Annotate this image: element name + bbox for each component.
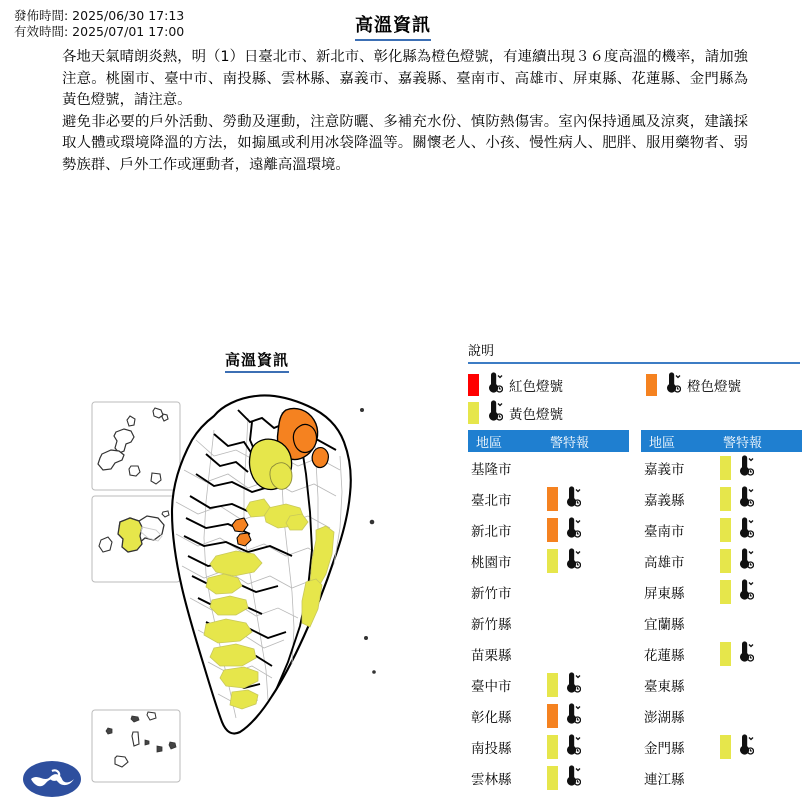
- thermometer-icon: [734, 516, 754, 544]
- thermometer-icon: [561, 516, 581, 544]
- region-name: 宜蘭縣: [644, 616, 685, 633]
- warning-swatch-orange: [547, 704, 558, 728]
- table-header-left: [468, 430, 629, 452]
- table-row: [468, 514, 629, 545]
- thermometer-icon: [561, 764, 581, 792]
- region-name: 澎湖縣: [644, 709, 685, 726]
- warning-swatch-yellow: [720, 518, 731, 542]
- legend-title: 說明: [468, 340, 800, 364]
- region-name: 臺北市: [471, 492, 512, 509]
- warning-table-left: [468, 430, 629, 793]
- legend-swatch-yellow: [468, 402, 479, 424]
- warning-swatch-yellow: [547, 549, 558, 573]
- advisory-paragraph-1: 各地天氣晴朗炎熱，明（1）日臺北市、新北市、彰化縣為橙色燈號，有連續出現３６度高溫的機率，請加強注意。桃園市、臺中市、南投縣、雲林縣、嘉義市、嘉義縣、臺南市、高雄市、屏東縣、花蓮縣、金門縣為黃色燈號，請注意。: [62, 49, 748, 108]
- warning-cell: [720, 547, 798, 575]
- table-header-right: [641, 430, 802, 452]
- region-name: 桃園市: [471, 554, 512, 571]
- thermometer-icon: [734, 733, 754, 761]
- advisory-text: [62, 47, 748, 176]
- thermometer-icon: [734, 640, 754, 668]
- thermometer-icon: [483, 400, 503, 426]
- legend-row-2: [468, 399, 800, 427]
- thermometer-icon: [734, 454, 754, 482]
- warning-swatch-yellow: [720, 642, 731, 666]
- warning-cell: [720, 733, 798, 761]
- warning-cell: [720, 454, 798, 482]
- inset-penghu: [92, 402, 180, 490]
- table-row: [641, 762, 802, 793]
- table-row: [468, 731, 629, 762]
- inset-matsu: [92, 710, 180, 782]
- table-row: [641, 669, 802, 700]
- table-row: [468, 483, 629, 514]
- region-name: 嘉義縣: [644, 492, 685, 509]
- header-warning: 警特報: [723, 435, 763, 451]
- warning-cell: [547, 516, 625, 544]
- region-name: 金門縣: [644, 740, 685, 757]
- region-name: 臺南市: [644, 523, 685, 540]
- thermometer-icon: [734, 578, 754, 606]
- warning-cell: [547, 702, 625, 730]
- kinmen-yellow-area: [118, 518, 142, 552]
- table-row: [468, 545, 629, 576]
- page-title: 高溫資訊: [355, 11, 431, 41]
- warning-cell: [720, 516, 798, 544]
- warning-swatch-yellow: [720, 580, 731, 604]
- thermometer-icon: [561, 671, 581, 699]
- warning-cell: [547, 547, 625, 575]
- warning-cell: [720, 578, 798, 606]
- region-name: 花蓮縣: [644, 647, 685, 664]
- map-title: 高溫資訊: [225, 349, 289, 373]
- thermometer-icon: [483, 372, 503, 398]
- warning-cell: [547, 671, 625, 699]
- table-row: [641, 483, 802, 514]
- region-name: 高雄市: [644, 554, 685, 571]
- region-name: 嘉義市: [644, 461, 685, 478]
- header-region: 地區: [649, 435, 676, 451]
- table-row: [641, 576, 802, 607]
- region-name: 雲林縣: [471, 771, 512, 788]
- header-timestamps: [14, 8, 184, 40]
- region-name: 臺中市: [471, 678, 512, 695]
- table-row: [468, 669, 629, 700]
- region-name: 苗栗縣: [471, 647, 512, 664]
- header-region: 地區: [476, 435, 503, 451]
- taiwan-warning-map: [0, 370, 450, 810]
- table-row: [468, 700, 629, 731]
- legend-item-orange: [646, 372, 741, 398]
- table-row: [641, 452, 802, 483]
- inset-kinmen: [92, 496, 180, 582]
- legend-label-yellow: 黃色燈號: [509, 407, 563, 423]
- thermometer-icon: [561, 485, 581, 513]
- region-name: 彰化縣: [471, 709, 512, 726]
- header-warning: 警特報: [550, 435, 590, 451]
- issue-time: 發佈時間: 2025/06/30 17:13: [14, 8, 185, 23]
- thermometer-icon: [734, 485, 754, 513]
- legend-label-red: 紅色燈號: [509, 379, 563, 395]
- legend: [468, 340, 800, 427]
- warning-swatch-yellow: [720, 487, 731, 511]
- table-row: [468, 607, 629, 638]
- table-row: [641, 700, 802, 731]
- taiwan-main-island: [172, 395, 376, 733]
- warning-swatch-orange: [547, 518, 558, 542]
- table-row: [468, 762, 629, 793]
- region-name: 連江縣: [644, 771, 685, 788]
- warning-swatch-orange: [547, 487, 558, 511]
- legend-swatch-red: [468, 374, 479, 396]
- warning-cell: [547, 485, 625, 513]
- advisory-paragraph-2: 避免非必要的戶外活動、勞動及運動，注意防曬、多補充水份、慎防熱傷害。室內保持通風及涼爽，建議採取人體或環境降溫的方法，如搧風或利用冰袋降溫等。關懷老人、小孩、慢性病人、肥胖、服用藥物者、弱勢族群、戶外工作或運動者，遠離高溫環境。: [62, 113, 748, 173]
- warning-swatch-yellow: [720, 549, 731, 573]
- region-name: 新北市: [471, 523, 512, 540]
- thermometer-icon: [561, 702, 581, 730]
- warning-cell: [547, 733, 625, 761]
- warning-swatch-yellow: [547, 673, 558, 697]
- valid-time: 有效時間: 2025/07/01 17:00: [14, 24, 185, 39]
- thermometer-icon: [561, 547, 581, 575]
- legend-swatch-orange: [646, 374, 657, 396]
- region-name: 臺東縣: [644, 678, 685, 695]
- legend-row-1: [468, 371, 800, 399]
- warning-swatch-yellow: [547, 735, 558, 759]
- hualien-yellow-south: [302, 579, 322, 627]
- legend-item-yellow: [468, 400, 646, 426]
- cwa-logo: [22, 757, 82, 801]
- table-row: [641, 607, 802, 638]
- table-row: [641, 514, 802, 545]
- thermometer-icon: [734, 547, 754, 575]
- table-row: [641, 638, 802, 669]
- warning-swatch-yellow: [720, 735, 731, 759]
- legend-item-red: [468, 372, 646, 398]
- warning-cell: [547, 764, 625, 792]
- legend-label-orange: 橙色燈號: [687, 379, 741, 395]
- taoyuan-yellow-inner: [270, 463, 292, 490]
- table-row: [468, 576, 629, 607]
- table-body-left: [468, 452, 629, 793]
- table-row: [641, 545, 802, 576]
- table-row: [468, 452, 629, 483]
- offshore-dots: [360, 408, 376, 674]
- warning-table-right: [641, 430, 802, 793]
- table-body-right: [641, 452, 802, 793]
- region-name: 基隆市: [471, 461, 512, 478]
- table-row: [468, 638, 629, 669]
- table-row: [641, 731, 802, 762]
- thermometer-icon: [661, 372, 681, 398]
- region-name: 新竹縣: [471, 616, 512, 633]
- region-name: 南投縣: [471, 740, 512, 757]
- thermometer-icon: [561, 733, 581, 761]
- warning-tables: [468, 430, 802, 793]
- warning-swatch-yellow: [547, 766, 558, 790]
- warning-cell: [720, 640, 798, 668]
- new-taipei-orange-east: [312, 448, 328, 468]
- taipei-orange: [293, 424, 316, 452]
- warning-cell: [720, 485, 798, 513]
- region-name: 屏東縣: [644, 585, 685, 602]
- warning-swatch-yellow: [720, 456, 731, 480]
- region-name: 新竹市: [471, 585, 512, 602]
